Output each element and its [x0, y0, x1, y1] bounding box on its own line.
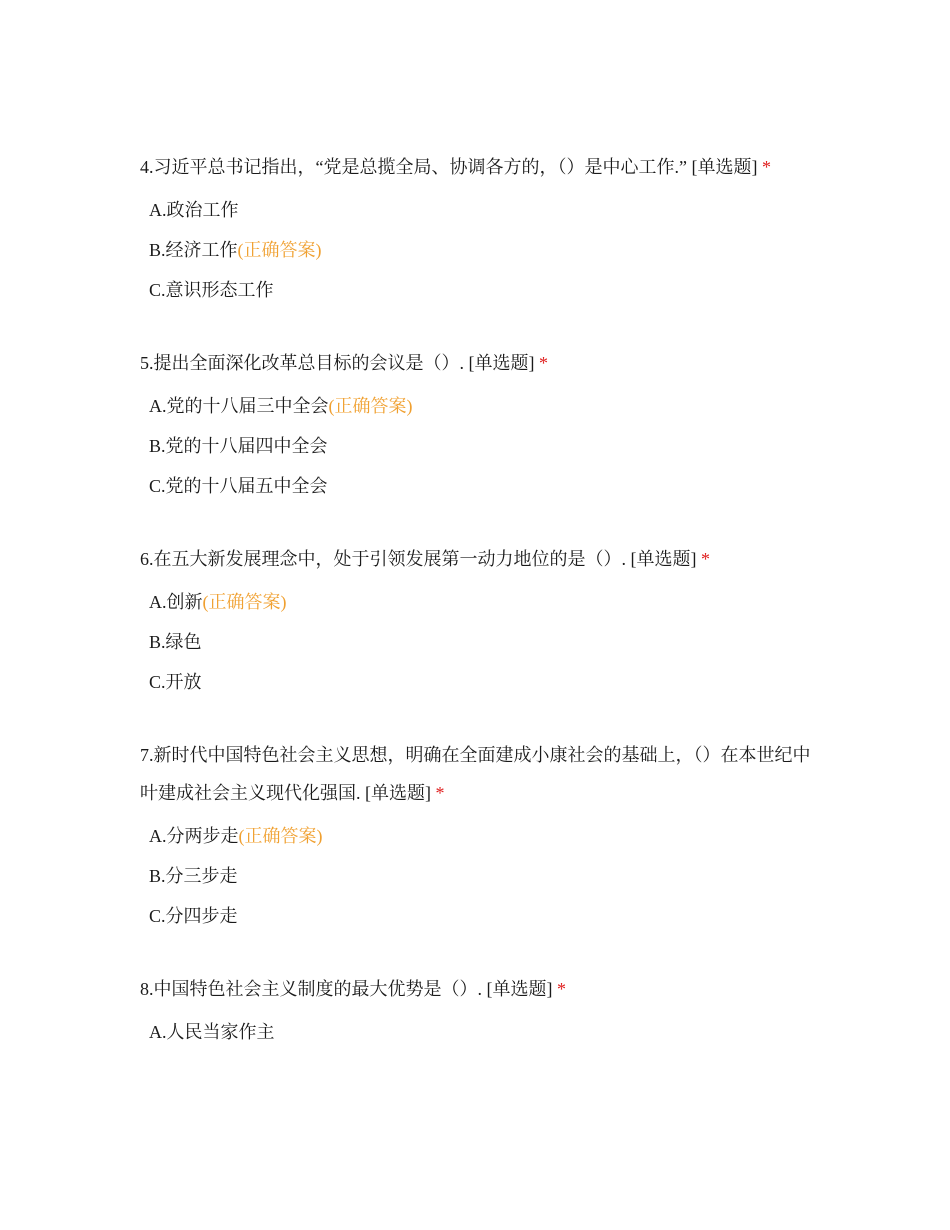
question-7 [140, 736, 820, 936]
option-c[interactable]: C.意识形态工作 [149, 280, 274, 300]
option-a[interactable]: A.人民当家作主 [149, 1022, 275, 1042]
question-5 [140, 344, 820, 506]
option-list [140, 1012, 820, 1052]
question-title: 5.提出全面深化改革总目标的会议是（）. [单选题] * [140, 353, 548, 373]
correct-answer-tag: (正确答案) [328, 396, 413, 416]
correct-answer-tag: (正确答案) [202, 592, 287, 612]
option-list [140, 190, 820, 310]
question-6 [140, 540, 820, 702]
option-a[interactable]: A.党的十八届三中全会(正确答案) [149, 396, 413, 416]
required-marker: * [701, 549, 710, 569]
required-marker: * [435, 783, 445, 803]
question-title: 8.中国特色社会主义制度的最大优势是（）. [单选题] * [140, 979, 566, 999]
option-b[interactable]: B.党的十八届四中全会 [149, 436, 328, 456]
option-a[interactable]: A.创新(正确答案) [149, 592, 287, 612]
question-title: 6.在五大新发展理念中，处于引领发展第一动力地位的是（）. [单选题] * [140, 549, 710, 569]
option-a[interactable]: A.分两步走(正确答案) [149, 826, 323, 846]
option-b[interactable]: B.分三步走 [149, 866, 238, 886]
option-b[interactable]: B.绿色 [149, 632, 202, 652]
question-title: 7.新时代中国特色社会主义思想，明确在全面建成小康社会的基础上，（）在本世纪中叶建成社会主义现代化强国. [单选题] * [140, 745, 811, 803]
option-b[interactable]: B.经济工作(正确答案) [149, 240, 322, 260]
question-list [140, 148, 820, 1086]
question-8 [140, 970, 820, 1052]
required-marker: * [761, 157, 771, 177]
option-list [140, 816, 820, 936]
option-c[interactable]: C.开放 [149, 672, 202, 692]
option-list [140, 386, 820, 506]
required-marker: * [557, 979, 566, 999]
correct-answer-tag: (正确答案) [237, 240, 322, 260]
option-list [140, 582, 820, 702]
required-marker: * [539, 353, 548, 373]
option-c[interactable]: C.党的十八届五中全会 [149, 476, 328, 496]
option-a[interactable]: A.政治工作 [149, 200, 239, 220]
option-c[interactable]: C.分四步走 [149, 906, 238, 926]
correct-answer-tag: (正确答案) [238, 826, 323, 846]
question-title: 4.习近平总书记指出，“党是总揽全局、协调各方的，（）是中心工作.” [单选题] * [140, 157, 771, 177]
question-4 [140, 148, 820, 310]
